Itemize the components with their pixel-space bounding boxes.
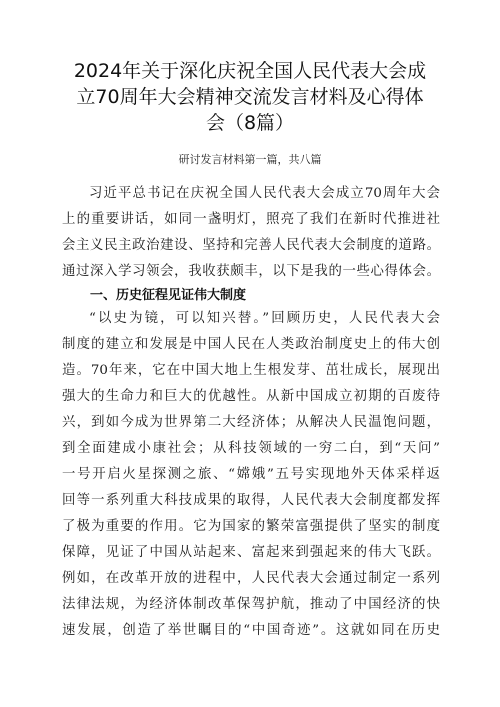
paragraph-line: 法律法规，为经济体制改革保驾护航，推动了中国经济的快 <box>62 597 440 612</box>
paragraph-line: 回等一系列重大科技成果的取得，人民代表大会制度都发挥 <box>62 493 440 508</box>
paragraph-line: 了极为重要的作用。它为国家的繁荣富强提供了坚实的制度 <box>62 519 440 534</box>
paragraph-line: 速发展，创造了举世瞩目的“中国奇迹”。这就如同在历史 <box>62 623 440 638</box>
title-line-3: 会（8篇） <box>205 112 295 134</box>
paragraph-line: 通过深入学习领会，我收获颇丰，以下是我的一些心得体会。 <box>62 264 440 279</box>
section-heading: 一、历史征程见证伟大制度 <box>90 288 247 303</box>
paragraph-line: 强大的生命力和巨大的优越性。从新中国成立初期的百废待 <box>62 389 440 404</box>
paragraph-line: 制度的建立和发展是中国人民在人类政治制度史上的伟大创 <box>62 337 440 352</box>
paragraph-line: 保障，见证了中国从站起来、富起来到强起来的伟大飞跃。 <box>62 545 440 560</box>
paragraph-line: 会主义民主政治建设、坚持和完善人民代表大会制度的道路。 <box>62 238 440 253</box>
paragraph-line: 习近平总书记在庆祝全国人民代表大会成立70周年大会 <box>89 186 440 201</box>
title-line-1: 2024年关于深化庆祝全国人民代表大会成 <box>73 60 427 82</box>
paragraph-line: 到全面建成小康社会；从科技领域的一穷二白，到“天问” <box>62 441 440 456</box>
paragraph-line: 上的重要讲话，如同一盏明灯，照亮了我们在新时代推进社 <box>62 212 440 227</box>
paragraph-line: “以史为镜，可以知兴替。”回顾历史，人民代表大会 <box>89 311 440 326</box>
paragraph-intro <box>62 181 440 285</box>
paragraph-line: 一号开启火星探测之旅、“嫦娥”五号实现地外天体采样返 <box>62 467 440 482</box>
document-title <box>60 58 440 136</box>
paragraph-line: 造。70年来，它在中国大地上生根发芽、茁壮成长，展现出 <box>62 363 440 378</box>
paragraph-history <box>62 306 440 644</box>
title-line-2: 立70周年大会精神交流发言材料及心得体 <box>76 86 424 108</box>
document-subtitle: 研讨发言材料第一篇，共八篇 <box>178 153 322 166</box>
paragraph-line: 例如，在改革开放的进程中，人民代表大会通过制定一系列 <box>62 571 440 586</box>
paragraph-line: 兴，到如今成为世界第二大经济体；从解决人民温饱问题， <box>62 415 440 430</box>
